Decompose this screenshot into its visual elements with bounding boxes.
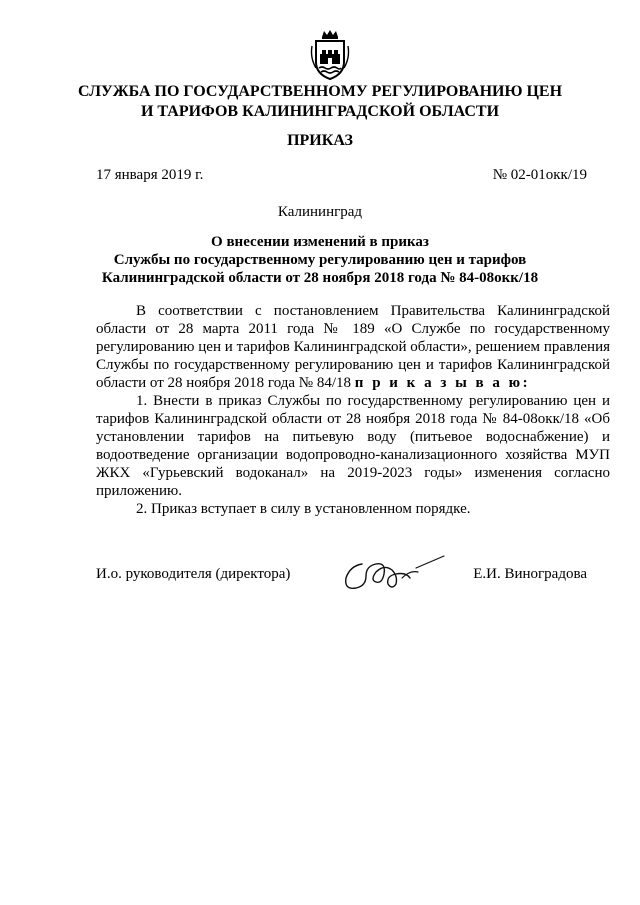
preamble-text: В соответствии с постановлением Правительства Калининградской области от 28 марта 2011 года № 189 «О Службе по государственному регулированию цен и тарифов Калининградской области», решением правления Службы по государственному регулированию цен и тарифов Калининградской области от 28 ноября 2018 года № 84/18 [96,303,610,391]
subject-line3: Калининградской области от 28 ноября 2018 года № 84-08окк/18 [101,270,539,286]
body-paragraph-preamble [96,302,610,392]
agency-name [60,82,580,122]
subject-line2: Службы по государственному регулированию цен и тарифов [113,252,527,268]
document-type: ПРИКАЗ [287,132,353,149]
order-keyword: п р и к а з ы в а ю: [354,375,531,391]
agency-name-line2: И ТАРИФОВ КАЛИНИНГРАДСКОЙ ОБЛАСТИ [140,103,500,120]
signatory-position: И.о. руководителя (директора) [96,566,291,582]
coat-of-arms-emblem [308,28,352,82]
agency-name-line1: СЛУЖБА ПО ГОСУДАРСТВЕННОМУ РЕГУЛИРОВАНИЮ ЦЕН [77,83,563,100]
handwritten-signature [340,548,450,598]
document-city: Калининград [277,204,363,220]
document-body [96,302,610,518]
document-subject [60,233,580,287]
body-item-1: 1. Внести в приказ Службы по государственному регулированию цен и тарифов Калининградской области от 28 ноября 2018 года № 84-08окк/18 «Об установлении тарифов на питьевую воду (питьевое водоснабжение) и водоотведение организации водопроводно-канализационного хозяйства МУП ЖКХ «Гурьевский водоканал» на 2019-2023 годы» изменения согласно приложению. [96,393,610,499]
document-number: № 02-01окк/19 [492,167,587,183]
signer-name: Е.И. Виноградова [473,566,587,582]
subject-line1: О внесении изменений в приказ [211,234,429,250]
body-item-2: 2. Приказ вступает в силу в установленном порядке. [136,501,471,517]
document-date: 17 января 2019 г. [96,167,204,183]
